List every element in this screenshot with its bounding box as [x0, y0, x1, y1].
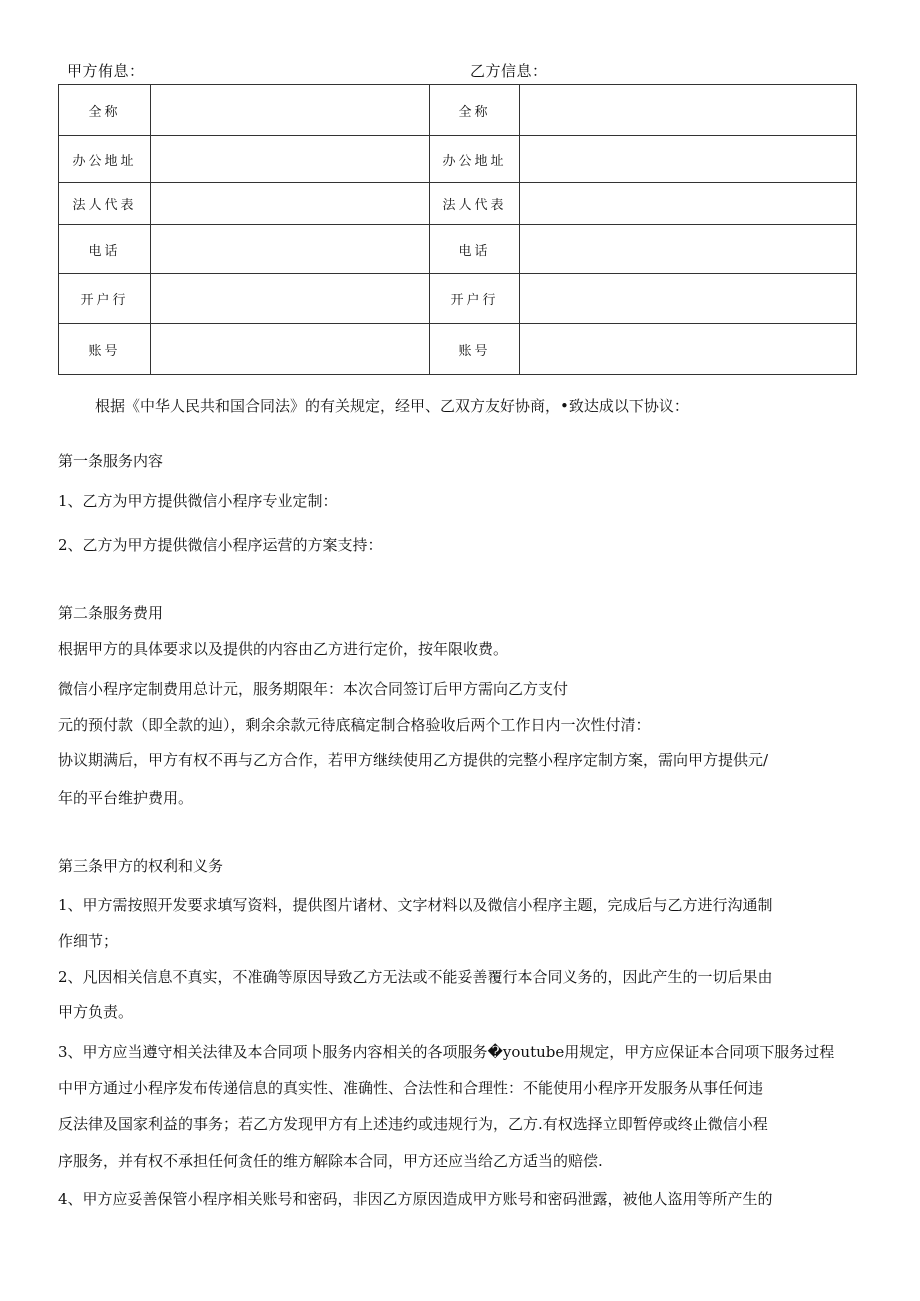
party-b-name-field[interactable] [520, 85, 857, 136]
party-a-name-field[interactable] [151, 85, 430, 136]
party-info-table [58, 84, 857, 375]
article-3-line: 作细节； [58, 932, 119, 950]
party-a-address-label: 办公地址 [59, 136, 151, 183]
party-b-account-field[interactable] [520, 324, 857, 375]
article-2-line: 根据甲方的具体要求以及提供的内容由乙方进行定价，按年限收费。 [58, 640, 509, 658]
party-b-bank-field[interactable] [520, 274, 857, 324]
party-a-address-field[interactable] [151, 136, 430, 183]
article-2-title: 第二条服务费用 [58, 604, 164, 622]
party-a-phone-label: 电话 [59, 225, 151, 274]
table-row [59, 136, 857, 183]
party-a-name-label: 全称 [59, 85, 151, 136]
party-b-name-label: 全称 [430, 85, 520, 136]
article-3-line: 3、甲方应当遵守相关法律及本合同项卜服务内容相关的各项服务�youtube用规定，甲方应保证本合同项下服务过程 [58, 1043, 835, 1061]
table-row [59, 274, 857, 324]
table-row [59, 324, 857, 375]
article-3-line: 4、甲方应妥善保管小程序相关账号和密码，非因乙方原因造成甲方账号和密码泄露，被他人盗用等所产生的 [58, 1190, 773, 1208]
party-a-account-label: 账号 [59, 324, 151, 375]
article-3-line: 反法律及国家利益的事务；若乙方发现甲方有上述违约或违规行为，乙方.有权选择立即暂停或终止微信小程 [58, 1115, 768, 1133]
article-3-line: 中甲方通过小程序发布传递信息的真实性、准确性、合法性和合理性：不能使用小程序开发服务从事任何违 [58, 1079, 764, 1097]
article-1-title: 第一条服务内容 [58, 452, 164, 470]
party-b-info-heading: 乙方信息： [470, 62, 548, 80]
party-a-bank-label: 开户行 [59, 274, 151, 324]
article-3-line: 甲方负责。 [58, 1003, 134, 1021]
article-3-title: 第三条甲方的权利和义务 [58, 857, 224, 875]
article-2-line: 协议期满后，甲方有权不再与乙方合作，若甲方继续使用乙方提供的完整小程序定制方案，需向甲方提供元/ [58, 751, 769, 769]
party-a-bank-field[interactable] [151, 274, 430, 324]
article-3-line: 序服务，并有权不承担任何贪任的维方解除本合同，甲方还应当给乙方适当的赔偿. [58, 1152, 603, 1170]
party-b-legal-rep-field[interactable] [520, 183, 857, 225]
article-2-line: 元的预付款（即全款的辿），剩余余款元待底稿定制合格验收后两个工作日内一次性付清： [58, 716, 651, 734]
article-2-line: 微信小程序定制费用总计元，服务期限年：本次合同签订后甲方需向乙方支付 [58, 680, 569, 698]
table-row [59, 85, 857, 136]
article-2-line: 年的平台维护费用。 [58, 789, 194, 807]
party-a-phone-field[interactable] [151, 225, 430, 274]
intro-paragraph: 根据《中华人民共和国合同法》的有关规定，经甲、乙双方友好协商，•致达成以下协议： [95, 397, 689, 415]
party-b-phone-label: 电话 [430, 225, 520, 274]
party-a-legal-rep-field[interactable] [151, 183, 430, 225]
article-1-item: 1、乙方为甲方提供微信小程序专业定制： [58, 492, 338, 510]
party-b-legal-rep-label: 法人代表 [430, 183, 520, 225]
article-3-line: 1、甲方需按照开发要求填写资料，提供图片诸材、文字材料以及微信小程序主题，完成后与乙方进行沟通制 [58, 896, 773, 914]
table-row [59, 183, 857, 225]
table-row [59, 225, 857, 274]
party-a-account-field[interactable] [151, 324, 430, 375]
party-a-info-heading: 甲方侑息： [67, 62, 145, 80]
party-b-address-label: 办公地址 [430, 136, 520, 183]
party-b-bank-label: 开户行 [430, 274, 520, 324]
party-a-legal-rep-label: 法人代表 [59, 183, 151, 225]
party-b-account-label: 账号 [430, 324, 520, 375]
article-1-item: 2、乙方为甲方提供微信小程序运营的方案支持： [58, 536, 383, 554]
party-b-address-field[interactable] [520, 136, 857, 183]
party-b-phone-field[interactable] [520, 225, 857, 274]
article-3-line: 2、凡因相关信息不真实，不准确等原因导致乙方无法或不能妥善覆行本合同义务的，因此产生的一切后果由 [58, 968, 773, 986]
